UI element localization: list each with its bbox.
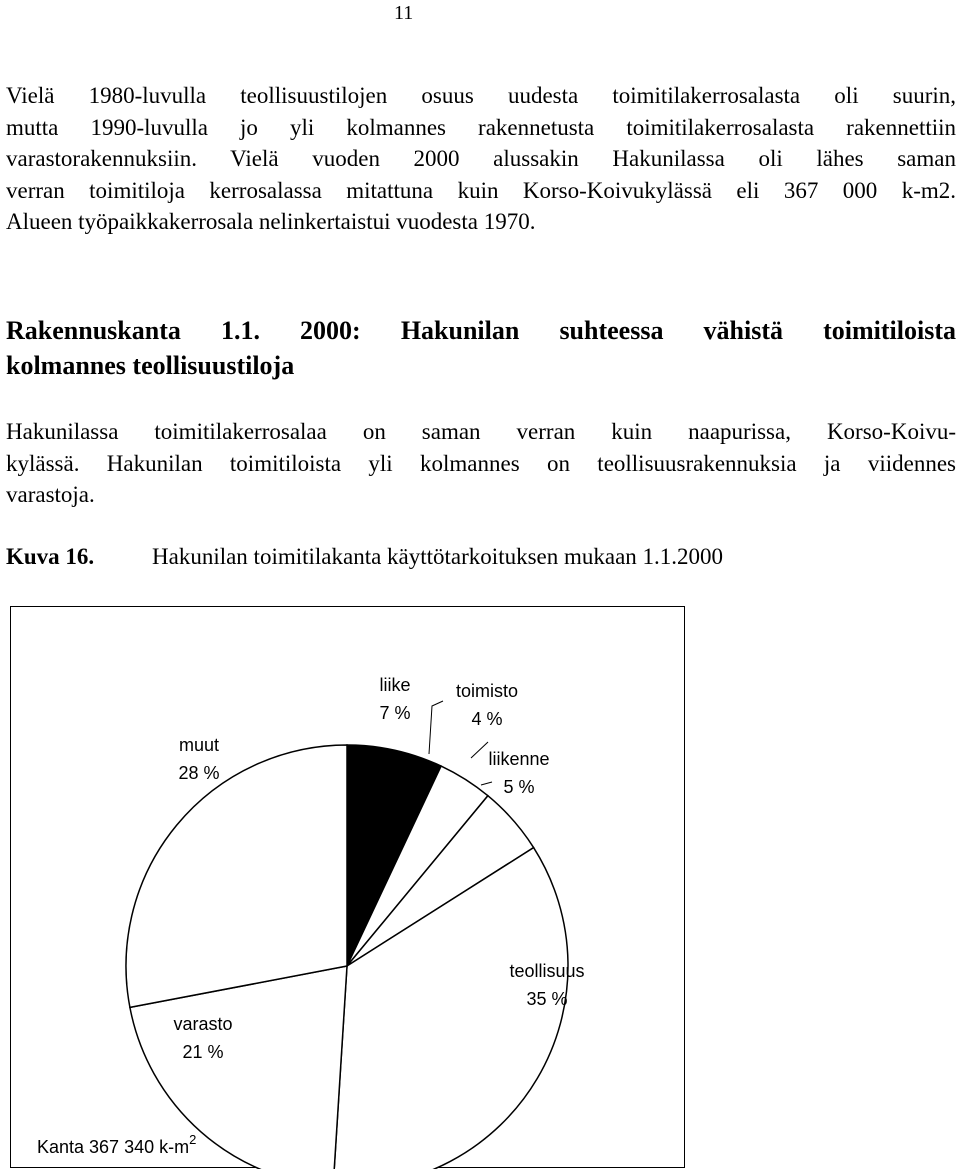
figure-caption-text: Hakunilan toimitilakanta käyttötarkoituksen mukaan 1.1.2000 — [152, 544, 724, 569]
body-line: Hakunilassa toimitilakerrosalaa on saman verran kuin naapurissa, Korso-Koivu- — [6, 419, 956, 444]
page-number: 11 — [394, 2, 414, 24]
intro-line: Alueen työpaikkakerrosala nelinkertaistui vuodesta 1970. — [6, 209, 536, 234]
intro-line: Vielä 1980-luvulla teollisuustilojen osuus uudesta toimitilakerrosalasta oli suurin, — [6, 83, 956, 108]
slice-label-muut: muut — [178, 735, 220, 755]
intro-line: verran toimitiloja kerrosalassa mitattuna kuin Korso-Koivukylässä eli 367 000 k-m2. — [6, 177, 956, 203]
slice-value-muut: 28 % — [178, 763, 220, 783]
slice-label-liikenne: liikenne — [488, 749, 550, 769]
slice-value-varasto: 21 % — [182, 1042, 224, 1062]
slice-value-liike: 7 % — [379, 703, 411, 723]
pie-chart — [11, 607, 686, 1169]
leader-line-liikenne — [481, 782, 492, 785]
intro-paragraph — [6, 80, 956, 238]
slice-value-toimisto: 4 % — [471, 709, 503, 729]
chart-footnote: Kanta 367 340 $k-m^2$ — [37, 1132, 197, 1157]
leader-line-liike — [429, 701, 443, 754]
slice-value-liikenne: 5 % — [503, 777, 535, 797]
pie-slice-muut — [126, 745, 347, 1007]
slice-label-teollisuus: teollisuus — [509, 961, 585, 981]
figure-caption — [6, 544, 723, 570]
figure-caption-label: Kuva 16. — [6, 544, 95, 569]
body-line: kylässä. Hakunilan toimitiloista yli kolmannes on teollisuusrakennuksia ja viidennes — [6, 450, 956, 476]
body-line: varastoja. — [6, 482, 95, 507]
slice-value-teollisuus: 35 % — [526, 989, 568, 1009]
body-paragraph — [6, 416, 956, 511]
section-heading — [6, 313, 956, 383]
leader-line-toimisto — [471, 742, 488, 758]
heading-line: Rakennuskanta 1.1. 2000: Hakunilan suhteessa vähistä toimitiloista — [6, 316, 956, 345]
slice-label-liike: liike — [379, 675, 411, 695]
slice-label-varasto: varasto — [173, 1014, 233, 1034]
pie-chart-frame — [10, 606, 685, 1168]
heading-line: kolmannes teollisuustiloja — [6, 351, 295, 380]
intro-line: mutta 1990-luvulla jo yli kolmannes rakennetusta toimitilakerrosalasta rakennettiin — [6, 114, 956, 140]
intro-line: varastorakennuksiin. Vielä vuoden 2000 alussakin Hakunilassa oli lähes saman — [6, 146, 956, 171]
slice-label-toimisto: toimisto — [455, 681, 519, 701]
